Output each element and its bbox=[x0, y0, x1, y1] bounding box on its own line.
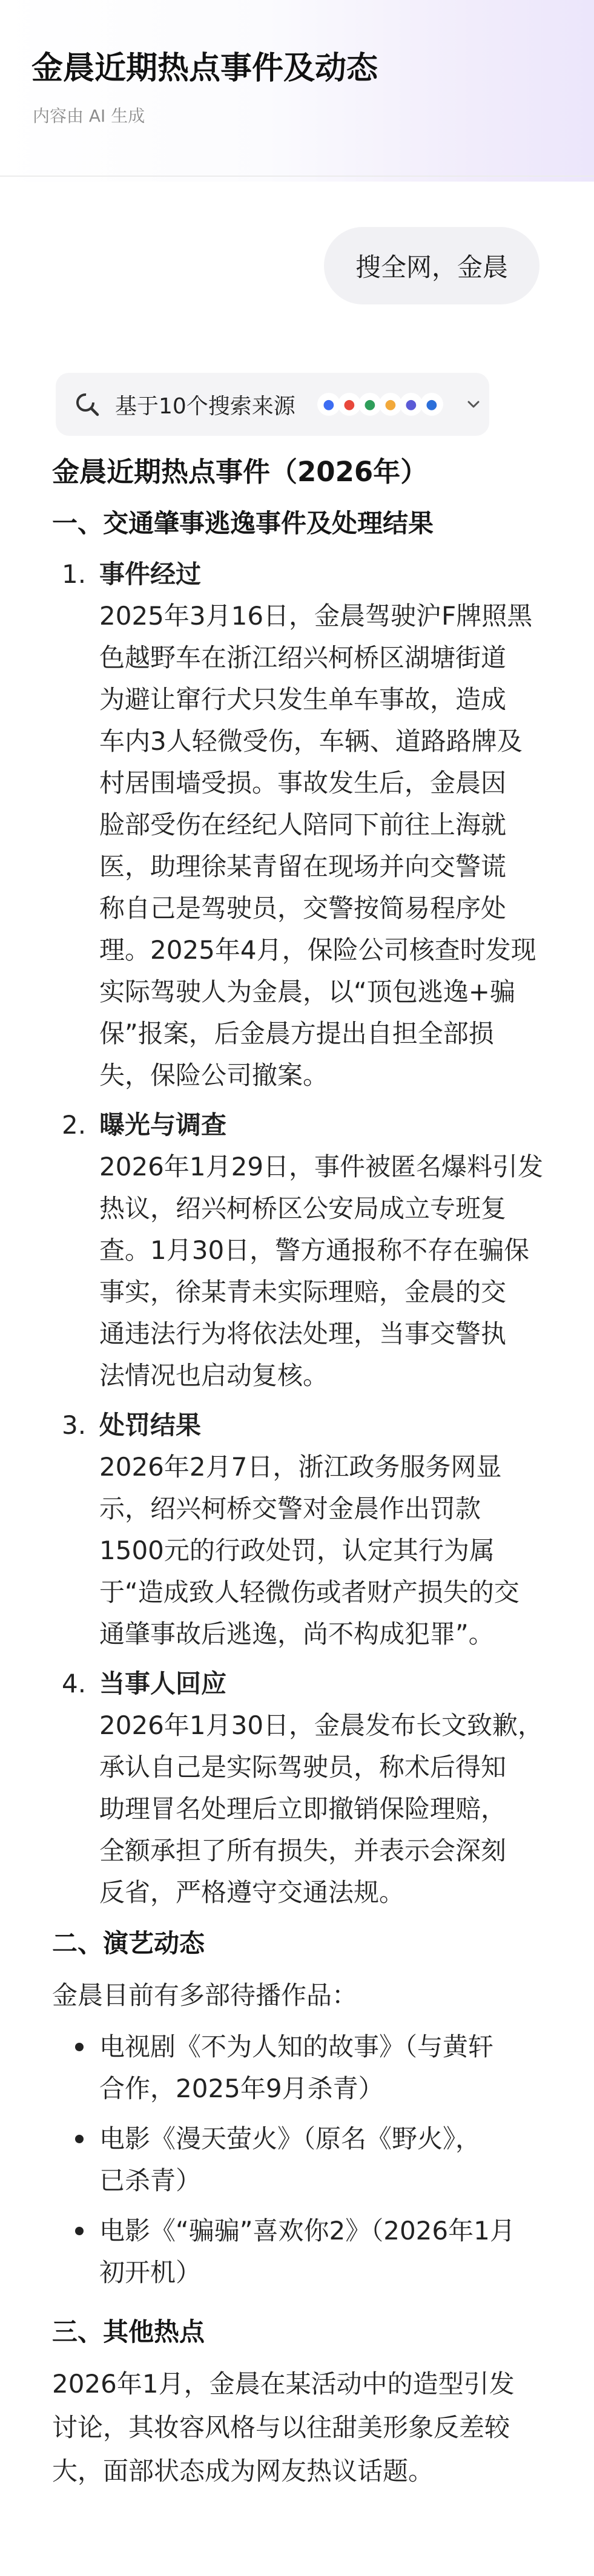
list-item-title: 处罚结果 bbox=[99, 1410, 202, 1440]
section-heading: 一、交通肇事逃逸事件及处理结果 bbox=[52, 508, 434, 538]
list-item-text-line: 法情况也启动复核。 bbox=[99, 1361, 329, 1390]
list-item-text-line: 村居围墙受损。事故发生后，金晨因 bbox=[99, 768, 507, 798]
source-logo-icon: ● bbox=[379, 393, 402, 416]
source-avatars bbox=[317, 393, 441, 416]
list-item-number: 4. bbox=[62, 1669, 87, 1698]
list-item-text-line: 承认自己是实际驾驶员，称术后得知 bbox=[99, 1752, 507, 1782]
bullet-list-item bbox=[52, 2026, 549, 2109]
bullet-text-line: 初开机） bbox=[99, 2258, 202, 2287]
paragraph-line: 2026年1月，金晨在某活动中的造型引发 bbox=[52, 2369, 515, 2399]
list-item-text-line: 1500元的行政处罚，认定其行为属 bbox=[99, 1536, 495, 1565]
bullet-dot-icon bbox=[75, 2227, 84, 2235]
bullet-dot-icon bbox=[75, 2043, 84, 2051]
source-logo-icon: ● bbox=[358, 393, 381, 416]
list-item-title: 当事人回应 bbox=[99, 1669, 227, 1698]
bullet-text-line: 合作，2025年9月杀青） bbox=[99, 2074, 384, 2103]
list-item-text-line: 为避让窜行犬只发生单车事故，造成 bbox=[99, 685, 507, 714]
list-item-text-line: 医，助理徐某青留在现场并向交警谎 bbox=[99, 852, 507, 881]
section-heading: 二、演艺动态 bbox=[52, 1928, 205, 1958]
list-item-text-line: 通违法行为将依法处理，当事交警执 bbox=[99, 1319, 507, 1349]
source-logo-icon: ● bbox=[338, 393, 361, 416]
numbered-list bbox=[52, 554, 549, 1913]
answer-content bbox=[52, 451, 549, 2493]
list-item-text-line: 于“造成致人轻微伤或者财产损失的交 bbox=[99, 1577, 520, 1607]
section-paragraph bbox=[52, 2362, 549, 2493]
chat-title: 金晨近期热点事件及动态 bbox=[31, 50, 378, 87]
numbered-list-item bbox=[52, 554, 549, 1096]
search-icon bbox=[73, 390, 102, 419]
bullet-text-line: 已杀青） bbox=[99, 2166, 202, 2195]
list-item-text-line: 失，保险公司撤案。 bbox=[99, 1060, 329, 1090]
list-item-text-line: 色越野车在浙江绍兴柯桥区湖塘街道 bbox=[99, 643, 507, 672]
list-item-text-line: 热议，绍兴柯桥区公安局成立专班复 bbox=[99, 1194, 507, 1223]
list-item-text-line: 2025年3月16日，金晨驾驶沪F牌照黑 bbox=[99, 601, 533, 631]
list-item-text-line: 2026年2月7日，浙江政务服务网显 bbox=[99, 1452, 502, 1482]
paragraph-line: 大，面部状态成为网友热议话题。 bbox=[52, 2456, 434, 2486]
list-item-text-line: 通肇事故后逃逸，尚不构成犯罪”。 bbox=[99, 1619, 494, 1649]
section-heading: 三、其他热点 bbox=[52, 2317, 205, 2347]
numbered-list-item bbox=[52, 1105, 549, 1396]
numbered-list-item bbox=[52, 1405, 549, 1655]
numbered-list-item bbox=[52, 1663, 549, 1913]
bullet-list-item bbox=[52, 2210, 549, 2293]
list-item-text-line: 助理冒名处理后立即撤销保险理赔， bbox=[99, 1794, 507, 1824]
list-item-text-line: 反省，严格遵守交通法规。 bbox=[99, 1878, 405, 1907]
header-divider bbox=[0, 176, 594, 177]
list-item-text-line: 事实，徐某青未实际理赔，金晨的交 bbox=[99, 1277, 507, 1307]
list-item-text-line: 2026年1月29日，事件被匿名爆料引发 bbox=[99, 1152, 544, 1181]
chevron-down-icon bbox=[465, 396, 482, 413]
list-item-text-line: 全额承担了所有损失，并表示会深刻 bbox=[99, 1836, 507, 1865]
source-logo-icon: ● bbox=[400, 393, 423, 416]
list-item-text-line: 2026年1月30日，金晨发布长文致歉， bbox=[99, 1710, 544, 1740]
bullet-list-item bbox=[52, 2118, 549, 2201]
source-logo-icon: ● bbox=[420, 393, 443, 416]
paragraph-line: 讨论，其妆容风格与以往甜美形象反差较 bbox=[52, 2413, 510, 2442]
list-item-title: 事件经过 bbox=[99, 559, 202, 589]
list-item-number: 2. bbox=[62, 1110, 87, 1140]
search-sources-toggle[interactable] bbox=[56, 373, 489, 436]
list-item-text-line: 实际驾驶人为金晨，以“顶包逃逸+骗 bbox=[99, 977, 515, 1007]
list-item-text-line: 称自己是驾驶员，交警按简易程序处 bbox=[99, 893, 507, 923]
section-intro: 金晨目前有多部待播作品： bbox=[52, 1980, 358, 2010]
source-logo-icon: ● bbox=[317, 393, 340, 416]
list-item-text-line: 脸部受伤在经纪人陪同下前往上海就 bbox=[99, 810, 507, 840]
user-message-bubble bbox=[324, 227, 540, 304]
answer-title: 金晨近期热点事件（2026年） bbox=[52, 456, 428, 488]
list-item-text-line: 理。2025年4月，保险公司核查时发现 bbox=[99, 935, 536, 965]
user-message-text: 搜全网，金晨 bbox=[355, 252, 508, 282]
list-item-text-line: 车内3人轻微受伤，车辆、道路路牌及 bbox=[99, 726, 523, 756]
sources-label: 基于10个搜索来源 bbox=[115, 393, 295, 419]
ai-generated-note: 内容由 AI 生成 bbox=[33, 106, 145, 126]
bullet-list bbox=[52, 2026, 549, 2302]
header-background bbox=[0, 0, 594, 182]
bullet-dot-icon bbox=[75, 2135, 84, 2143]
bullet-text-line: 电视剧《不为人知的故事》（与黄轩 bbox=[99, 2032, 494, 2062]
list-item-text-line: 查。1月30日，警方通报称不存在骗保 bbox=[99, 1235, 530, 1265]
list-item-text-line: 示，绍兴柯桥交警对金晨作出罚款 bbox=[99, 1494, 481, 1523]
list-item-title: 曝光与调查 bbox=[99, 1110, 227, 1140]
bullet-text-line: 电影《“骗骗”喜欢你2》（2026年1月 bbox=[99, 2216, 515, 2246]
list-item-number: 1. bbox=[62, 559, 87, 589]
list-item-text-line: 保”报案，后金晨方提出自担全部损 bbox=[99, 1019, 494, 1048]
list-item-number: 3. bbox=[62, 1410, 87, 1440]
bullet-text-line: 电影《漫天萤火》（原名《野火》， bbox=[99, 2124, 481, 2154]
